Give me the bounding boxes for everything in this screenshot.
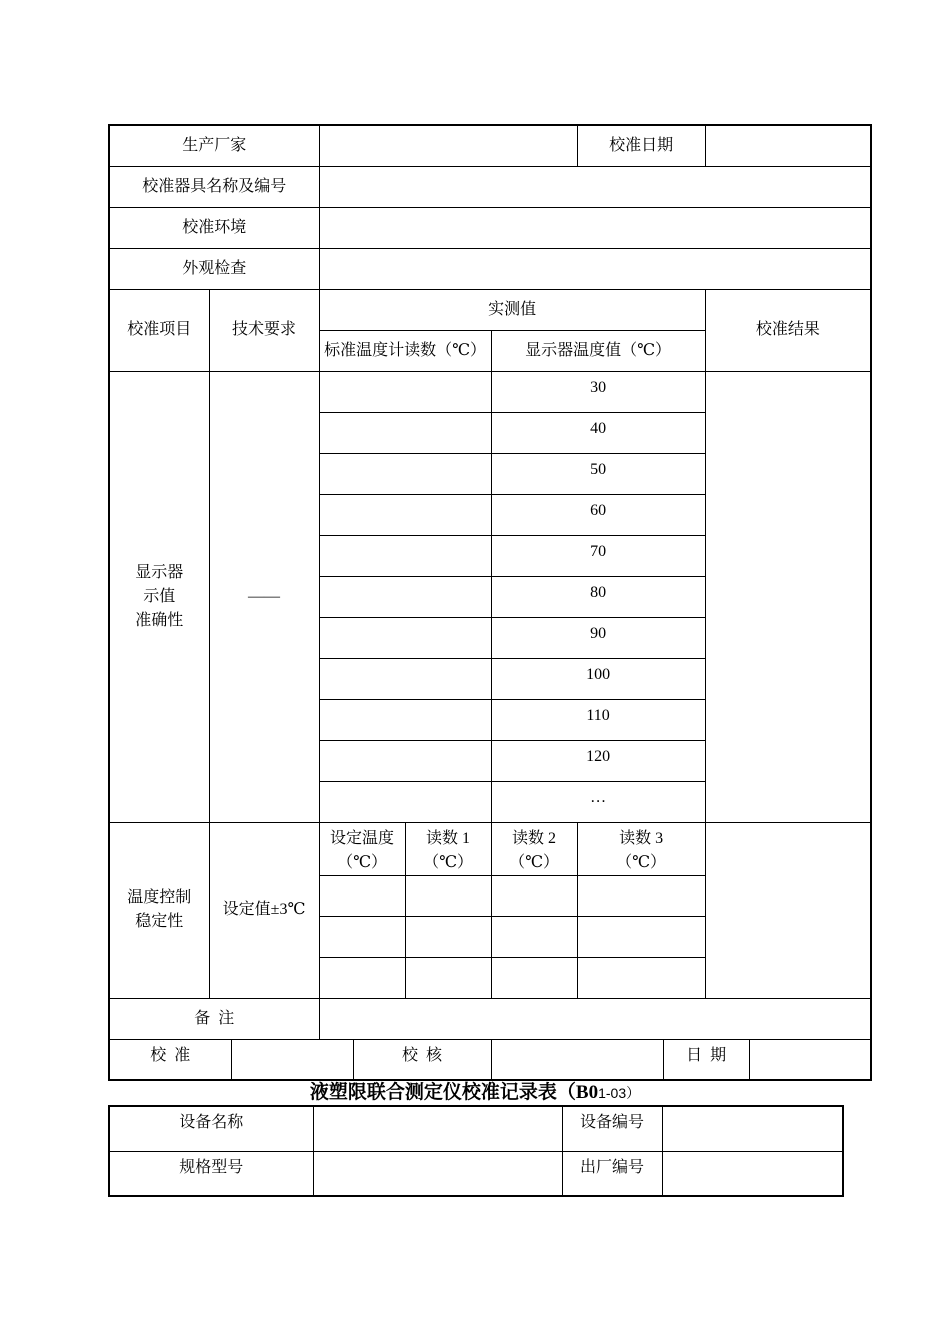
device-info-table — [108, 1105, 844, 1197]
model-label: 规格型号 — [109, 1151, 313, 1196]
display-temp-value: 60 — [491, 494, 705, 535]
reading2-header: 读数 2 （℃） — [491, 822, 577, 875]
reading2-field[interactable] — [491, 957, 577, 998]
std-reading-field[interactable] — [319, 371, 491, 412]
date-label: 日 期 — [663, 1039, 749, 1080]
calib-date-field[interactable] — [705, 125, 871, 166]
header-display-value: 显示器温度值（℃） — [491, 330, 705, 371]
display-temp-value: 80 — [491, 576, 705, 617]
form-title-code: B0 — [575, 1082, 599, 1103]
device-no-field[interactable] — [662, 1106, 843, 1151]
display-item-line: 准确性 — [135, 611, 184, 629]
reading1-field[interactable] — [405, 916, 491, 957]
std-reading-field[interactable] — [319, 412, 491, 453]
stability-item-line: 稳定性 — [135, 913, 184, 930]
calibrator-label: 校 准 — [109, 1039, 231, 1080]
set-temp-field[interactable] — [319, 957, 405, 998]
display-temp-value: 120 — [491, 740, 705, 781]
date-field[interactable] — [749, 1039, 871, 1080]
display-temp-value: 50 — [491, 453, 705, 494]
appearance-row — [109, 248, 871, 289]
manufacturer-field[interactable] — [319, 125, 577, 166]
stability-item-line: 温度控制 — [127, 889, 192, 906]
display-temp-value: 70 — [491, 535, 705, 576]
display-requirement: —— — [209, 371, 319, 822]
display-temp-value: 100 — [491, 658, 705, 699]
std-reading-field[interactable] — [319, 658, 491, 699]
remarks-row — [109, 998, 871, 1039]
environment-label: 校准环境 — [109, 207, 319, 248]
form-title — [108, 1081, 842, 1105]
reading1-field[interactable] — [405, 875, 491, 916]
model-field[interactable] — [313, 1151, 562, 1196]
stability-result-field[interactable] — [705, 822, 871, 998]
remarks-label: 备 注 — [109, 998, 319, 1039]
display-result-field[interactable] — [705, 371, 871, 822]
device-name-field[interactable] — [313, 1106, 562, 1151]
header-std-reading: 标准温度计读数（℃） — [319, 330, 491, 371]
stability-header-row — [109, 822, 871, 875]
std-reading-field[interactable] — [319, 740, 491, 781]
header-measured: 实测值 — [319, 289, 705, 330]
set-temp-field[interactable] — [319, 916, 405, 957]
header-requirement: 技术要求 — [209, 289, 319, 371]
stability-item-label — [109, 822, 209, 998]
signature-row — [109, 1039, 871, 1080]
set-temp-header: 设定温度 （℃） — [319, 822, 405, 875]
std-reading-field[interactable] — [319, 494, 491, 535]
display-item-line: 显示器 — [135, 563, 184, 581]
std-reading-field[interactable] — [319, 576, 491, 617]
std-reading-field[interactable] — [319, 535, 491, 576]
reading3-header: 读数 3 （℃） — [577, 822, 705, 875]
std-reading-field[interactable] — [319, 617, 491, 658]
environment-row — [109, 207, 871, 248]
stability-requirement: 设定值±3℃ — [209, 822, 319, 998]
factory-no-field[interactable] — [662, 1151, 843, 1196]
manufacturer-row — [109, 125, 871, 166]
device-row-2 — [109, 1151, 843, 1196]
std-reading-field[interactable] — [319, 699, 491, 740]
header-row-1 — [109, 289, 871, 330]
factory-no-label: 出厂编号 — [562, 1151, 662, 1196]
std-reading-field[interactable] — [319, 781, 491, 822]
device-name-label: 设备名称 — [109, 1106, 313, 1151]
reading3-field[interactable] — [577, 916, 705, 957]
calibration-form-table — [108, 124, 872, 1081]
remarks-field[interactable] — [319, 998, 871, 1039]
std-reading-field[interactable] — [319, 453, 491, 494]
calib-date-label: 校准日期 — [577, 125, 705, 166]
reading1-header: 读数 1 （℃） — [405, 822, 491, 875]
environment-field[interactable] — [319, 207, 871, 248]
calibrator-field[interactable] — [231, 1039, 353, 1080]
form-title-text: 液塑限联合测定仪校准记录表（ — [309, 1082, 576, 1103]
display-temp-value: … — [491, 781, 705, 822]
display-temp-value: 110 — [491, 699, 705, 740]
form-title-suffix: 1-03） — [598, 1085, 641, 1101]
appearance-label: 外观检查 — [109, 248, 319, 289]
manufacturer-label: 生产厂家 — [109, 125, 319, 166]
device-no-label: 设备编号 — [562, 1106, 662, 1151]
instrument-field[interactable] — [319, 166, 871, 207]
checker-field[interactable] — [491, 1039, 663, 1080]
reading3-field[interactable] — [577, 957, 705, 998]
header-item: 校准项目 — [109, 289, 209, 371]
display-temp-value: 40 — [491, 412, 705, 453]
device-row-1 — [109, 1106, 843, 1151]
reading2-field[interactable] — [491, 916, 577, 957]
instrument-row — [109, 166, 871, 207]
display-item-line: 示值 — [143, 587, 176, 605]
reading3-field[interactable] — [577, 875, 705, 916]
set-temp-field[interactable] — [319, 875, 405, 916]
display-temp-value: 90 — [491, 617, 705, 658]
reading2-field[interactable] — [491, 875, 577, 916]
instrument-label: 校准器具名称及编号 — [109, 166, 319, 207]
display-temp-value: 30 — [491, 371, 705, 412]
header-result: 校准结果 — [705, 289, 871, 371]
appearance-field[interactable] — [319, 248, 871, 289]
display-row — [109, 371, 871, 412]
display-item-label — [109, 371, 209, 822]
checker-label: 校 核 — [353, 1039, 491, 1080]
reading1-field[interactable] — [405, 957, 491, 998]
